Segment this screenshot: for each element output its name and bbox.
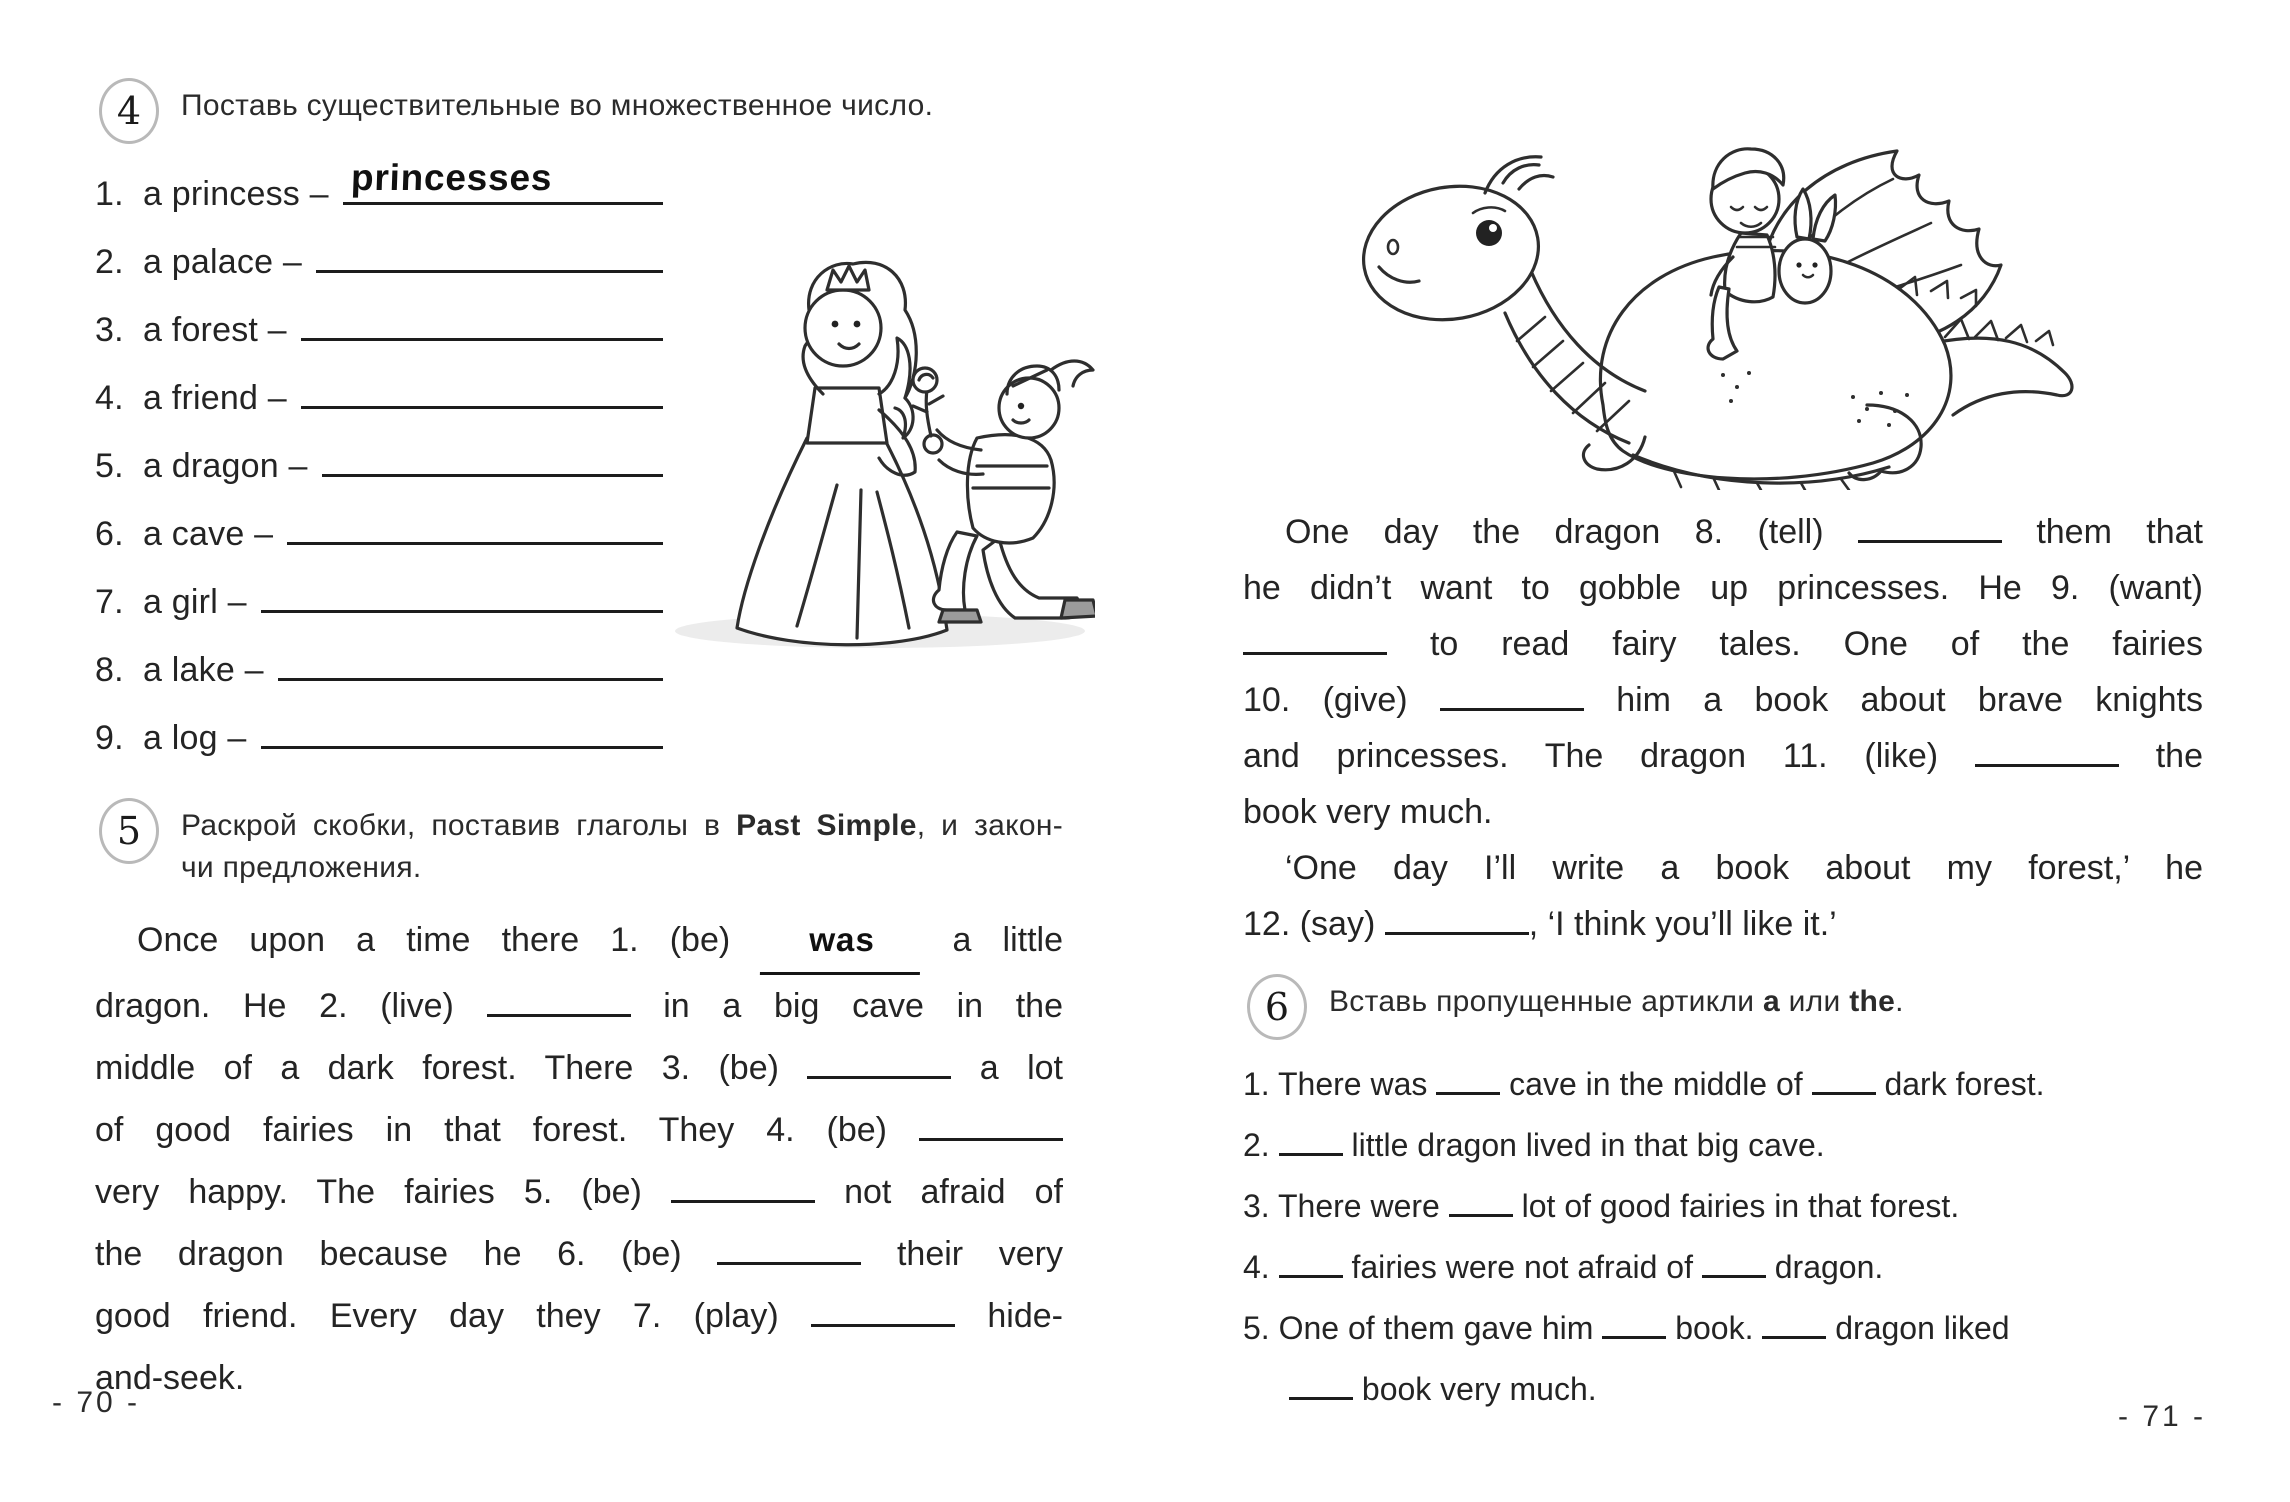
plural-list-item [95,434,663,502]
handwritten-answer: was [760,910,922,975]
plural-list-item [95,157,663,230]
handwritten-answer: princesses [350,157,553,198]
item-label: 6. a cave – [95,515,274,553]
text-line: book very much. [1243,1359,2203,1420]
text-line: and-seek. [95,1359,245,1397]
fill-in-blank [1436,1066,1500,1095]
item-label: 4. a friend – [95,379,287,417]
answer-line [278,638,663,681]
exercise-number: 5 [116,809,142,853]
text-line: 3. There were lot of good fairies in that forest. [1243,1188,1960,1224]
plural-list-item [95,638,663,706]
text-line: ‘One day I’ll write a book about my forest,’ he [1285,849,2203,887]
plural-list-item [95,502,663,570]
answer-line [322,434,663,477]
plural-list-item [95,366,663,434]
fill-in-blank [1602,1310,1666,1339]
text-line: One day the dragon 8. (tell) them that [1285,513,2203,551]
text-line: dragon. He 2. (live) in a big cave in the [95,987,1063,1025]
fill-in-blank [1449,1188,1513,1217]
fill-in-blank [1289,1371,1353,1400]
exercise4-header [95,78,1063,144]
past-simple-story [95,909,1063,1409]
fill-in-blank [1812,1066,1876,1095]
exercise4-instruction [181,78,1063,127]
text-line: book very much. [1243,793,1493,831]
text-line: very happy. The fairies 5. (be) not afraid of [95,1173,1063,1211]
answer-line [301,366,663,409]
exercise-number: 6 [1264,985,1290,1029]
answer-line [261,706,663,749]
exercise6-number-badge [1247,974,1307,1040]
text-line: Поставь существительные во множественное число. [181,89,934,122]
bold-term: the [1849,985,1896,1018]
text-line: of good fairies in that forest. They 4. (be) [95,1099,1063,1161]
item-label: 8. a lake – [95,651,264,689]
text-line: the dragon because he 6. (be) their very [95,1235,1063,1273]
text-line: 12. (say) , ‘I think you’ll like it.’ [1243,905,1837,943]
articles-items-list [1243,1054,2203,1420]
fill-in-blank [1279,1127,1343,1156]
text-line: 2. little dragon lived in that big cave. [1243,1127,1825,1163]
fill-in-blank [1702,1249,1766,1278]
exercise5-number-badge [99,798,159,864]
text-line: middle of a dark forest. There 3. (be) a lot [95,1049,1063,1087]
item-label: 1. a princess – [95,175,329,213]
text-line: Вставь пропущенные артикли a или the. [1329,985,1904,1018]
item-label: 5. a dragon – [95,447,308,485]
text-line: 5. One of them gave him book. dragon liked [1243,1310,2010,1346]
page-71 [1243,60,2203,1420]
text-line: good friend. Every day they 7. (play) hide- [95,1297,1063,1335]
fill-in-blank [671,1172,815,1203]
exercise-number: 4 [116,89,142,133]
item-label: 9. a log – [95,719,247,757]
text-line: to read fairy tales. One of the fairies [1243,616,2203,672]
exercise4-number-badge [99,78,159,144]
fill-in-blank [487,986,631,1017]
answer-line [287,502,663,545]
exercise5-instruction [181,798,1063,889]
fill-in-blank [1279,1249,1343,1278]
text-line: and princesses. The dragon 11. (like) the [1243,737,2203,775]
plural-nouns-list [95,157,663,774]
text-line: Раскрой скобки, поставив глаголы в Past Simple, и закон- [181,809,1064,842]
text-line: чи предложения. [181,851,422,884]
item-label: 7. a girl – [95,583,247,621]
exercise6-header [1243,974,2203,1040]
exercise5-header [95,798,1063,889]
exercise6-instruction [1329,974,2203,1023]
fill-in-blank [1762,1310,1826,1339]
page-number-right: - 71 - [2118,1400,2207,1433]
item-label: 3. a forest – [95,311,287,349]
item-label: 2. a palace – [95,243,302,281]
fill-in-blank [717,1234,861,1265]
fill-in-blank [919,1110,1063,1141]
text-line: Once upon a time there 1. (be) was a little [95,909,1063,975]
fill-in-blank [811,1296,955,1327]
boy-riding-dragon-illustration [1293,75,2093,490]
plural-list-item [95,298,663,366]
fill-in-blank [1385,904,1529,935]
answer-line [301,298,663,341]
fill-in-blank [1243,624,1387,655]
answer-line [261,570,663,613]
text-line: he didn’t want to gobble up princesses. He 9. (want) [1243,569,2203,607]
text-line: 10. (give) him a book about brave knights [1243,681,2203,719]
plural-list-item [95,570,663,638]
text-line: 1. There was cave in the middle of dark forest. [1243,1066,2045,1102]
princess-and-knight-illustration [645,198,1095,658]
answer-line [316,230,663,273]
fill-in-blank [1858,512,2002,543]
fill-in-blank [1975,736,2119,767]
text-line: 4. fairies were not afraid of dragon. [1243,1249,1884,1285]
bold-term: a [1762,985,1780,1018]
fill-in-blank [807,1048,951,1079]
dragon-story-continued [1243,504,2203,952]
plural-list-item [95,230,663,298]
fill-in-blank [1440,680,1584,711]
plural-list-item [95,706,663,774]
bold-term: Past Simple [736,809,917,842]
page-70 [95,78,1063,1409]
answer-line [343,157,663,205]
page-number-left: - 70 - [52,1386,141,1419]
